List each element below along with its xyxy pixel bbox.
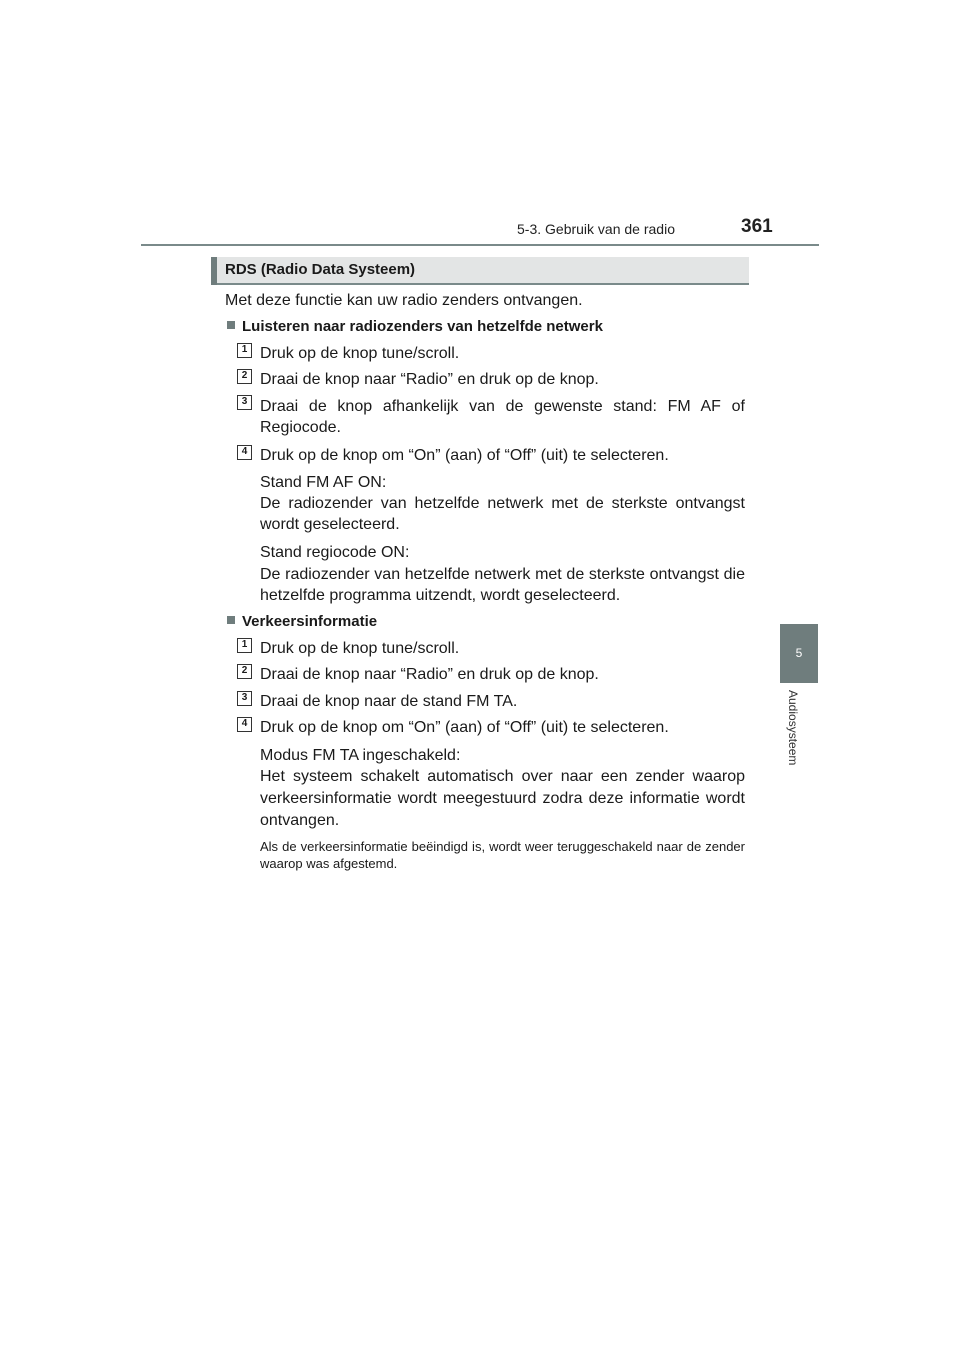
section-accent	[211, 257, 217, 285]
mode-description: De radiozender van hetzelfde netwerk met de sterkste ontvangst wordt geselecteerd.	[260, 495, 745, 533]
step-text: Druk op de knop om “On” (aan) of “Off” (uit) te selecteren.	[260, 719, 669, 736]
step-text: Draai de knop naar “Radio” en druk op de knop.	[260, 371, 599, 388]
chapter-number: 5	[795, 646, 803, 660]
step-number-icon: 4	[237, 445, 252, 460]
step-text: Druk op de knop om “On” (aan) of “Off” (uit) te selecteren.	[260, 447, 669, 464]
section-title: RDS (Radio Data Systeem)	[225, 261, 416, 278]
subheading-network	[227, 318, 603, 335]
step-text: Draai de knop naar de stand FM TA.	[260, 693, 518, 710]
step-text: Draai de knop afhankelijk van de gewenste stand: FM AF of Regiocode.	[260, 398, 745, 436]
header-section-title: 5-3. Gebruik van de radio	[517, 221, 675, 237]
step-number-icon: 4	[237, 717, 252, 732]
step-number-icon: 3	[237, 691, 252, 706]
mode-title: Modus FM TA ingeschakeld:	[260, 747, 461, 764]
bullet-square-icon	[227, 616, 235, 624]
step-text: Druk op de knop tune/scroll.	[260, 640, 460, 657]
mode-description: Het systeem schakelt automatisch over naar een zender waarop verkeersinformatie wordt meegestuurd zodra deze informatie wordt ontvangen.	[260, 768, 745, 829]
header-divider	[141, 244, 819, 246]
step-number-icon: 3	[237, 395, 252, 410]
subheading-traffic-text: Verkeersinformatie	[242, 613, 378, 630]
subheading-network-text: Luisteren naar radiozenders van hetzelfde netwerk	[242, 318, 603, 335]
step-text: Draai de knop naar “Radio” en druk op de knop.	[260, 666, 599, 683]
subheading-traffic	[227, 613, 377, 630]
step-number-icon: 2	[237, 664, 252, 679]
step-number-icon: 2	[237, 369, 252, 384]
intro-text: Met deze functie kan uw radio zenders ontvangen.	[225, 292, 583, 309]
mode-description: De radiozender van hetzelfde netwerk met de sterkste ontvangst die hetzelfde programma uitzendt, wordt geselecteerd.	[260, 566, 745, 604]
chapter-tab	[780, 624, 818, 683]
mode-title: Stand FM AF ON:	[260, 474, 387, 491]
step-number-icon: 1	[237, 343, 252, 358]
note-text: Als de verkeersinformatie beëindigd is, wordt weer teruggeschakeld naar de zender waarop was afgestemd.	[260, 839, 745, 871]
chapter-label-container	[770, 690, 830, 780]
mode-title: Stand regiocode ON:	[260, 544, 410, 561]
section-title-bar	[211, 257, 749, 285]
page-number: 361	[741, 216, 773, 237]
step-number-icon: 1	[237, 638, 252, 653]
step-text: Druk op de knop tune/scroll.	[260, 345, 460, 362]
bullet-square-icon	[227, 321, 235, 329]
chapter-label: Audiosysteem	[786, 690, 800, 766]
